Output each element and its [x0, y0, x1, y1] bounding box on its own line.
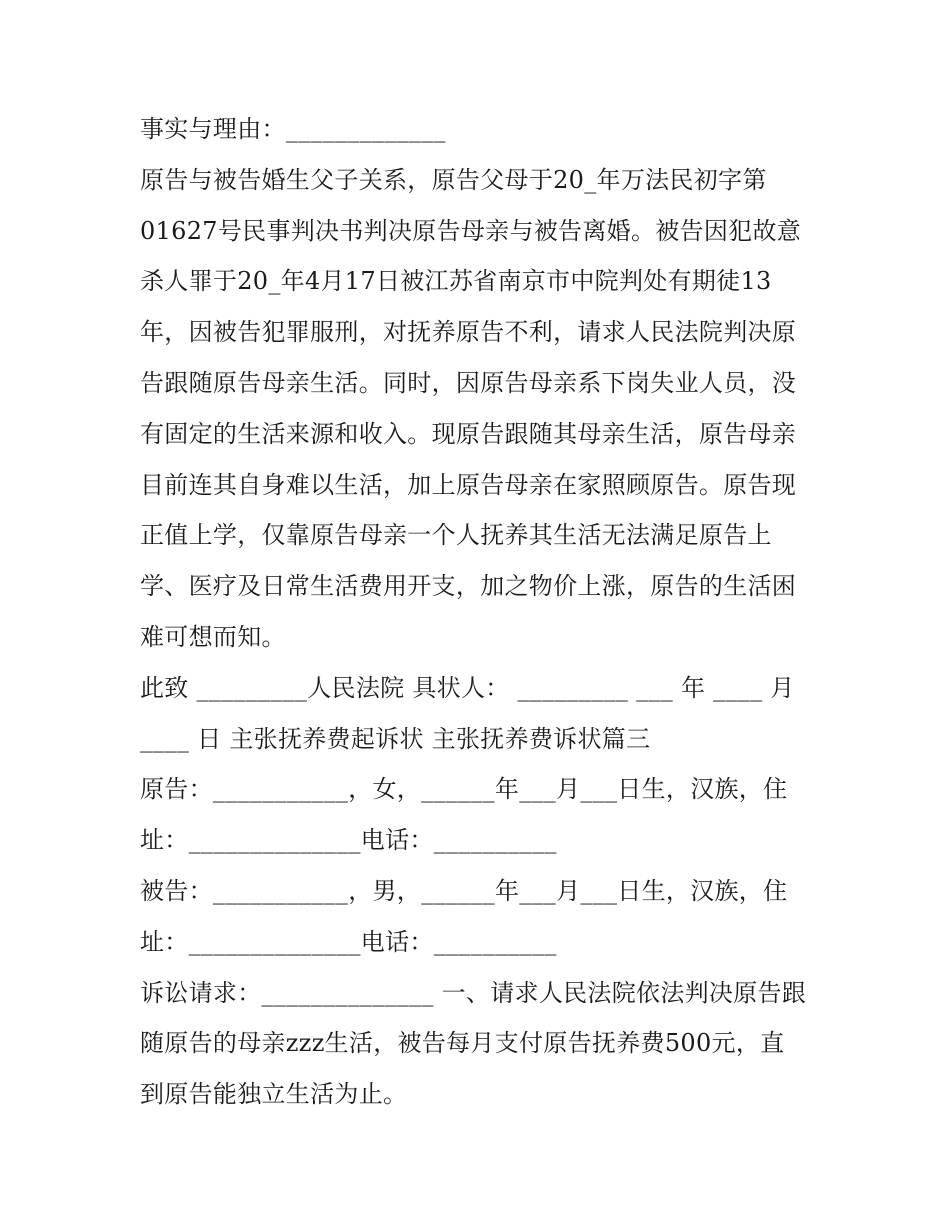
text-line: 被告：___________，男，______年___月___日生，汉族，住	[140, 876, 788, 905]
text-line: 有固定的生活来源和收入。现原告跟随其母亲生活，原告母亲	[140, 419, 797, 448]
text-line: 告跟随原告母亲生活。同时，因原告母亲系下岗失业人员，没	[140, 368, 797, 397]
text-line: 难可想而知。	[140, 622, 286, 651]
text-line: 学、医疗及日常生活费用开支，加之物价上涨，原告的生活困	[140, 572, 797, 601]
text-line: 事实与理由：_____________	[140, 115, 446, 143]
text-line: 原告：___________，女，______年___月___日生，汉族，住	[140, 775, 788, 804]
text-line: 01627号民事判决书判决原告母亲与被告离婚。被告因犯故意	[140, 216, 802, 245]
text-line: 正值上学，仅靠原告母亲一个人抚养其生活无法满足原告上	[140, 521, 772, 550]
text-line: 随原告的母亲zzz生活，被告每月支付原告抚养费500元，直	[140, 1029, 785, 1058]
text-line: 杀人罪于20_年4月17日被江苏省南京市中院判处有期徒13	[140, 267, 772, 296]
document-body	[140, 104, 820, 1120]
text-line: 年，因被告犯罪服刑，对抚养原告不利，请求人民法院判决原	[140, 318, 797, 347]
text-line: 址：______________电话：__________	[140, 927, 557, 956]
text-line: 址：______________电话：__________	[140, 826, 557, 855]
text-line: 到原告能独立生活为止。	[140, 1080, 408, 1109]
text-line: 目前连其自身难以生活，加上原告母亲在家照顾原告。原告现	[140, 470, 797, 499]
text-line: 此致 _________人民法院 具状人： _________ ___ 年 ____ 月	[140, 673, 795, 702]
text-line: ____ 日 主张抚养费起诉状 主张抚养费诉状篇三	[140, 724, 651, 753]
text-line: 诉讼请求：______________ 一、请求人民法院依法判决原告跟	[140, 978, 807, 1007]
text-line: 原告与被告婚生父子关系，原告父母于20_年万法民初字第	[140, 165, 767, 194]
